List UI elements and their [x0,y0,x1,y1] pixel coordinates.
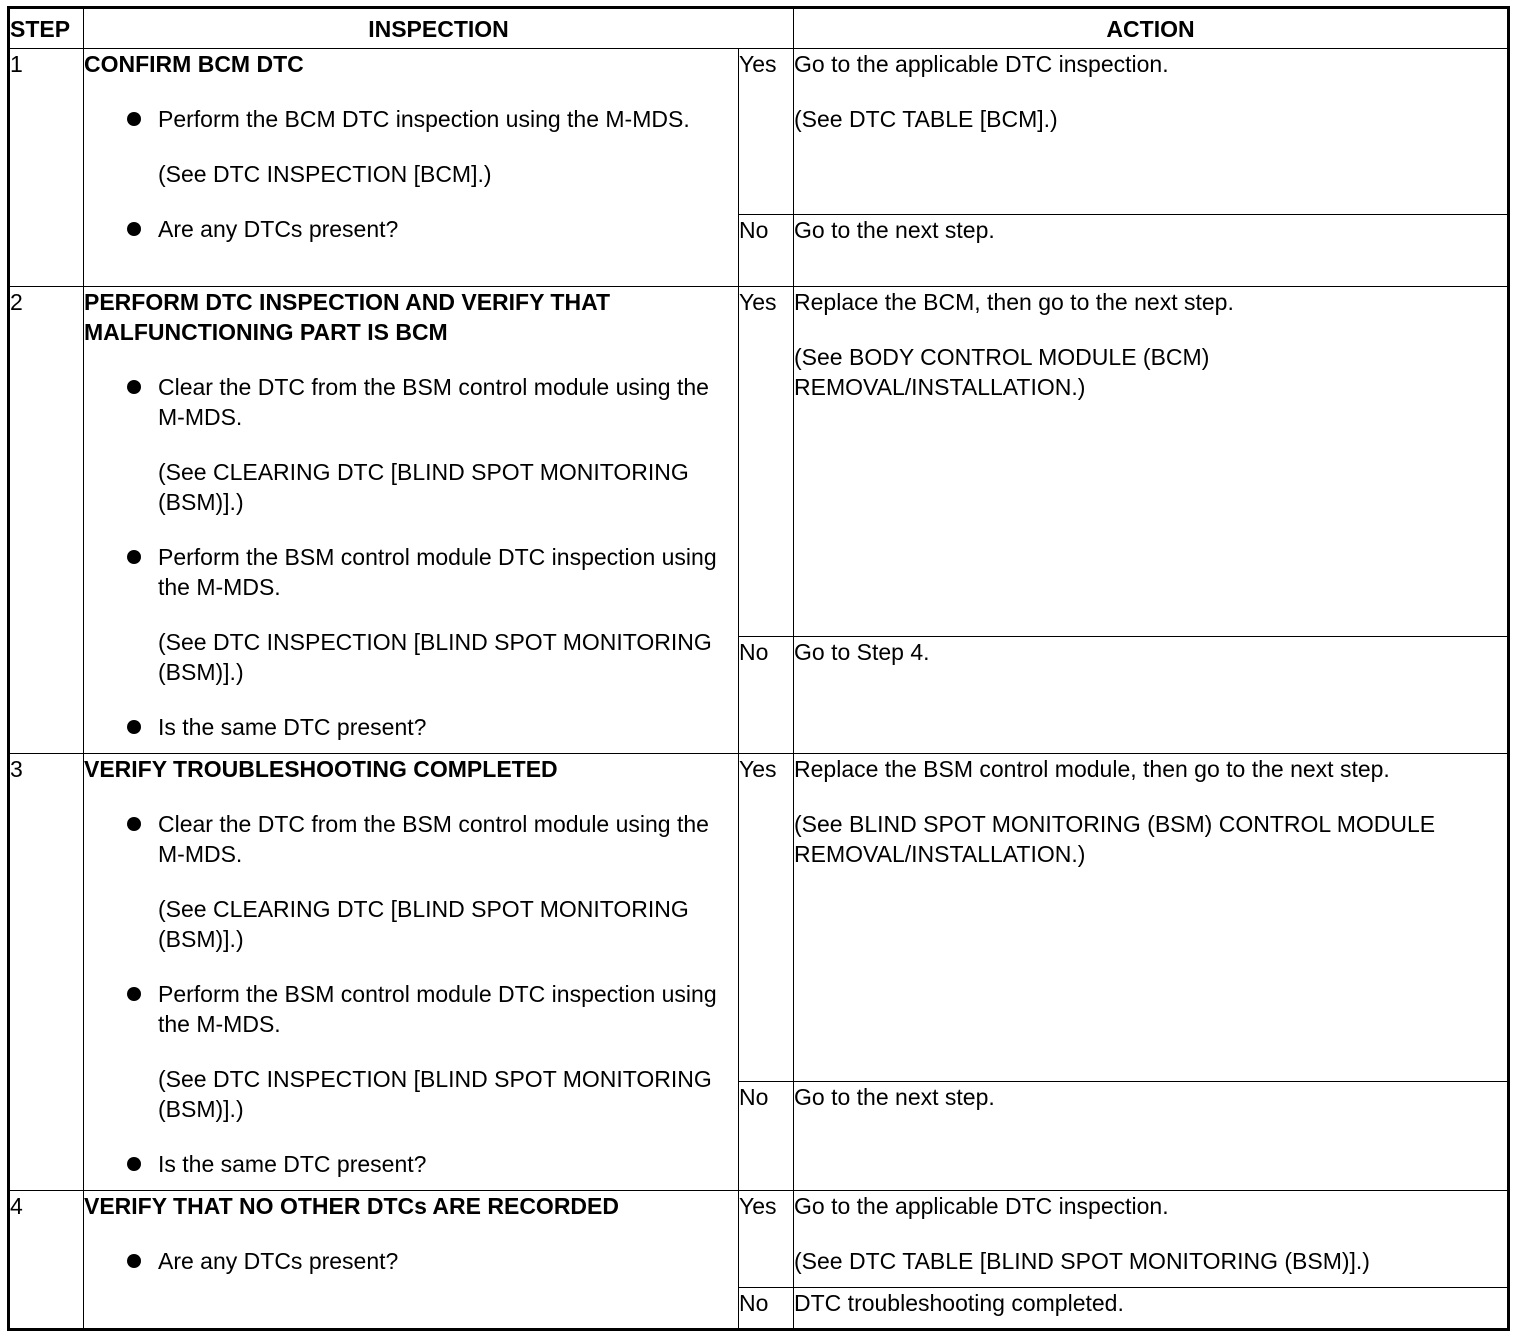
yes-action [794,49,1509,215]
action-text: DTC troubleshooting completed. [794,1290,1124,1316]
no-action [794,1082,1509,1191]
step-title: PERFORM DTC INSPECTION AND VERIFY THAT MALFUNCTIONING PART IS BCM [84,289,611,345]
action-text: Go to the next step. [794,217,995,243]
list-item [84,1149,738,1179]
step-row [9,1191,1509,1288]
no-label: No [739,215,794,287]
no-action [794,1288,1509,1330]
item-reference: (See DTC INSPECTION [BLIND SPOT MONITORING (BSM)].) [158,1066,712,1122]
item-text: Perform the BCM DTC inspection using the M-MDS. [158,106,690,132]
action-text: Replace the BSM control module, then go to the next step. [794,756,1390,782]
inspection-list [84,104,738,244]
item-reference: (See CLEARING DTC [BLIND SPOT MONITORING (BSM)].) [158,896,689,952]
troubleshooting-table [7,6,1510,1331]
list-item [84,1246,738,1276]
bullet-icon [127,222,141,236]
step-number: 2 [9,287,84,754]
action-reference: (See DTC TABLE [BCM].) [794,106,1058,132]
yes-label: Yes [739,287,794,637]
inspection-cell [84,287,739,754]
list-item [84,712,738,742]
yes-action [794,287,1509,637]
action-reference: (See DTC TABLE [BLIND SPOT MONITORING (BSM)].) [794,1248,1370,1274]
inspection-cell [84,754,739,1191]
inspection-list [84,372,738,742]
step-row [9,754,1509,1082]
item-text: Perform the BSM control module DTC inspection using the M-MDS. [158,981,717,1037]
step-number: 3 [9,754,84,1191]
yes-action [794,754,1509,1082]
bullet-icon [127,817,141,831]
yes-label: Yes [739,1191,794,1288]
item-reference: (See DTC INSPECTION [BLIND SPOT MONITORING (BSM)].) [158,629,712,685]
no-action [794,215,1509,287]
step-row [9,49,1509,215]
step-title: VERIFY TROUBLESHOOTING COMPLETED [84,756,558,782]
action-text: Go to the applicable DTC inspection. [794,51,1169,77]
yes-label: Yes [739,49,794,215]
no-action [794,637,1509,754]
action-text: Go to Step 4. [794,639,930,665]
action-text: Replace the BCM, then go to the next step. [794,289,1234,315]
list-item [84,542,738,687]
inspection-list [84,809,738,1179]
step-title: CONFIRM BCM DTC [84,51,304,77]
list-item [84,372,738,517]
header-row [9,8,1509,49]
yes-label: Yes [739,754,794,1082]
list-item [84,979,738,1124]
bullet-icon [127,1254,141,1268]
step-number: 1 [9,49,84,287]
list-item [84,214,738,244]
item-text: Are any DTCs present? [158,216,399,242]
no-label: No [739,1082,794,1191]
bullet-icon [127,380,141,394]
item-text: Clear the DTC from the BSM control module using the M-MDS. [158,811,709,867]
step-row [9,287,1509,637]
no-label: No [739,637,794,754]
item-text: Is the same DTC present? [158,714,427,740]
item-text: Perform the BSM control module DTC inspection using the M-MDS. [158,544,717,600]
bullet-icon [127,720,141,734]
no-label: No [739,1288,794,1330]
bullet-icon [127,112,141,126]
step-header: STEP [9,8,84,49]
list-item [84,104,738,189]
action-text: Go to the next step. [794,1084,995,1110]
inspection-cell [84,49,739,287]
item-text: Is the same DTC present? [158,1151,427,1177]
bullet-icon [127,1157,141,1171]
inspection-list [84,1246,738,1276]
action-header: ACTION [794,8,1509,49]
item-reference: (See CLEARING DTC [BLIND SPOT MONITORING (BSM)].) [158,459,689,515]
bullet-icon [127,550,141,564]
step-number: 4 [9,1191,84,1330]
action-reference: (See BODY CONTROL MODULE (BCM) REMOVAL/INSTALLATION.) [794,344,1210,400]
item-reference: (See DTC INSPECTION [BCM].) [158,161,492,187]
item-text: Clear the DTC from the BSM control module using the M-MDS. [158,374,709,430]
item-text: Are any DTCs present? [158,1248,399,1274]
inspection-cell [84,1191,739,1330]
bullet-icon [127,987,141,1001]
action-text: Go to the applicable DTC inspection. [794,1193,1169,1219]
list-item [84,809,738,954]
yes-action [794,1191,1509,1288]
inspection-header: INSPECTION [84,8,794,49]
action-reference: (See BLIND SPOT MONITORING (BSM) CONTROL MODULE REMOVAL/INSTALLATION.) [794,811,1436,867]
step-title: VERIFY THAT NO OTHER DTCs ARE RECORDED [84,1193,619,1219]
